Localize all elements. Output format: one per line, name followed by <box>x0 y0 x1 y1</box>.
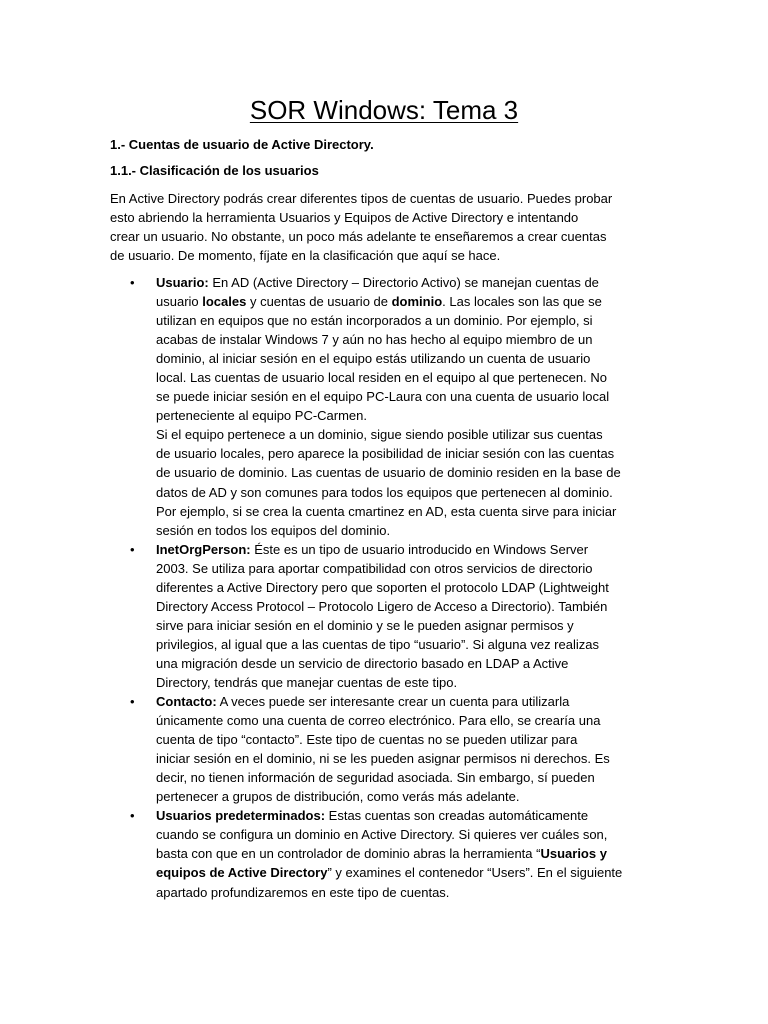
intro-paragraph <box>110 189 670 265</box>
term-label: Usuarios predeterminados: <box>156 808 326 824</box>
section-heading: 1.- Cuentas de usuario de Active Directory. <box>110 137 374 152</box>
text-line: de usuario. De momento, fíjate en la clasificación que aquí se hace. <box>110 248 501 263</box>
text-line: Directory, tendrás que manejar cuentas de este tipo. <box>156 674 458 690</box>
document-title: SOR Windows: Tema 3 <box>249 95 519 125</box>
text-line <box>156 292 670 311</box>
text-line <box>156 692 670 711</box>
text-line: En Active Directory podrás crear diferentes tipos de cuentas de usuario. Puedes probar <box>110 191 613 206</box>
text-line: de usuario locales, pero aparece la posibilidad de iniciar sesión con las cuentas <box>156 446 615 462</box>
emphasis-locales: locales <box>202 294 247 310</box>
text-line: privilegios, al igual que a las cuentas de tipo “usuario”. Si alguna vez realizas <box>156 636 599 652</box>
text-run: usuario <box>156 294 203 310</box>
bullet-icon: • <box>130 541 135 557</box>
text-line: acabas de instalar Windows 7 y aún no has hecho al equipo miembro de un <box>156 332 593 348</box>
text-line: cuenta de tipo “contacto”. Este tipo de cuentas no se pueden utilizar para <box>156 732 578 748</box>
text-line: sirve para iniciar sesión en el dominio y se le pueden asignar permisos y <box>156 617 574 633</box>
emphasis-tool-name: Usuarios y <box>540 846 607 862</box>
text-line: datos de AD y son comunes para todos los equipos que pertenecen al dominio. <box>156 484 613 500</box>
text-line: únicamente como una cuenta de correo electrónico. Para ello, se crearía una <box>156 713 601 729</box>
bullet-icon: • <box>130 808 135 824</box>
text-line: esto abriendo la herramienta Usuarios y Equipos de Active Directory e intentando <box>110 210 579 225</box>
text-line <box>156 540 670 559</box>
text-line: una migración desde un servicio de directorio basado en LDAP a Active <box>156 655 569 671</box>
text-line: Por ejemplo, si se crea la cuenta cmartinez en AD, esta cuenta sirve para iniciar <box>156 503 617 519</box>
list-item-usuario <box>110 273 670 540</box>
text-run: En AD (Active Directory – Directorio Activo) se manejan cuentas de <box>208 275 599 290</box>
bullet-icon: • <box>130 694 135 710</box>
text-line: diferentes a Active Directory pero que soporten el protocolo LDAP (Lightweight <box>156 579 609 595</box>
text-run: ” y examines el contenedor “Users”. En el siguiente <box>327 865 623 881</box>
text-line: Directory Access Protocol – Protocolo Ligero de Acceso a Directorio). También <box>156 598 608 614</box>
text-run: . Las locales son las que se <box>442 294 602 310</box>
text-line: sesión en todos los equipos del dominio. <box>156 522 391 538</box>
text-line: de usuario de dominio. Las cuentas de usuario de dominio residen en la base de <box>156 465 621 481</box>
text-run: basta con que en un controlador de dominio abras la herramienta “ <box>156 846 541 862</box>
text-line <box>156 806 670 825</box>
text-run: Éste es un tipo de usuario introducido en Windows Server <box>250 541 589 557</box>
text-line: Si el equipo pertenece a un dominio, sigue siendo posible utilizar sus cuentas <box>156 427 603 443</box>
text-line: 2003. Se utiliza para aportar compatibilidad con otros servicios de directorio <box>156 560 593 576</box>
text-run: A veces puede ser interesante crear un cuenta para utilizarla <box>216 694 570 710</box>
text-run: y cuentas de usuario de <box>246 294 392 310</box>
list-item-inetorgperson <box>110 540 670 692</box>
user-types-list <box>110 273 670 902</box>
text-line <box>156 273 670 292</box>
text-line <box>156 844 670 863</box>
text-line: se puede iniciar sesión en el equipo PC-Laura con una cuenta de usuario local <box>156 389 610 405</box>
text-line: crear un usuario. No obstante, un poco más adelante te enseñaremos a crear cuentas <box>110 229 607 244</box>
emphasis-tool-name: equipos de Active Directory <box>156 865 328 881</box>
text-run: Estas cuentas son creadas automáticamente <box>325 808 589 824</box>
text-line <box>156 863 670 882</box>
text-line: dominio, al iniciar sesión en el equipo estás utilizando un cuenta de usuario <box>156 351 591 367</box>
text-line: perteneciente al equipo PC-Carmen. <box>156 408 368 424</box>
list-item-usuarios-predeterminados <box>110 806 670 901</box>
text-line: apartado profundizaremos en este tipo de cuentas. <box>156 884 450 900</box>
bullet-icon: • <box>130 275 135 290</box>
subsection-heading: 1.1.- Clasificación de los usuarios <box>110 163 319 178</box>
text-line: cuando se configura un dominio en Active Directory. Si quieres ver cuáles son, <box>156 827 608 843</box>
text-line: pertenecer a grupos de distribución, como verás más adelante. <box>156 789 520 805</box>
term-label: Contacto: <box>156 694 217 710</box>
emphasis-dominio: dominio <box>391 294 443 310</box>
text-line: iniciar sesión en el dominio, ni se les pueden asignar permisos ni derechos. Es <box>156 751 610 767</box>
text-line: utilizan en equipos que no están incorporados a un dominio. Por ejemplo, si <box>156 313 593 329</box>
term-label: InetOrgPerson: <box>156 541 251 557</box>
term-label: Usuario: <box>156 275 209 290</box>
text-line: decir, no tienen información de seguridad asociada. Sin embargo, sí pueden <box>156 770 595 786</box>
text-line: local. Las cuentas de usuario local residen en el equipo al que pertenecen. No <box>156 370 607 386</box>
list-item-contacto <box>110 692 670 806</box>
